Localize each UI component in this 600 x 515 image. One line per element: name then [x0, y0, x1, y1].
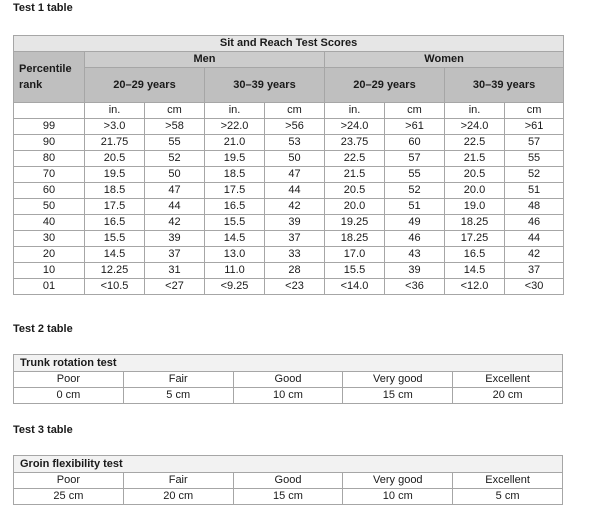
rating-value: 0 cm: [14, 388, 124, 404]
score-cell: <14.0: [325, 279, 385, 295]
score-cell: >58: [145, 119, 205, 135]
score-cell: 44: [265, 183, 325, 199]
rating-label: Good: [233, 473, 343, 489]
score-cell: 39: [385, 263, 445, 279]
rating-label: Fair: [123, 473, 233, 489]
score-cell: 55: [145, 135, 205, 151]
test1-heading: Test 1 table: [13, 2, 73, 14]
score-cell: 51: [385, 199, 445, 215]
percentile-cell: 99: [14, 119, 85, 135]
rating-label: Good: [233, 372, 343, 388]
score-cell: 20.0: [445, 183, 505, 199]
score-cell: 17.0: [325, 247, 385, 263]
table-caption: Groin flexibility test: [14, 456, 563, 473]
score-cell: 21.5: [445, 151, 505, 167]
unit-header: in.: [205, 103, 265, 119]
score-cell: 14.5: [85, 247, 145, 263]
rating-value: 20 cm: [453, 388, 563, 404]
rating-label: Very good: [343, 372, 453, 388]
score-cell: <9.25: [205, 279, 265, 295]
score-cell: 44: [145, 199, 205, 215]
score-cell: 60: [385, 135, 445, 151]
groin-flexibility-table: [13, 455, 563, 505]
score-cell: 50: [145, 167, 205, 183]
score-cell: 17.25: [445, 231, 505, 247]
rating-value: 5 cm: [453, 489, 563, 505]
score-cell: >3.0: [85, 119, 145, 135]
score-cell: 28: [265, 263, 325, 279]
percentile-cell: 01: [14, 279, 85, 295]
score-cell: 39: [265, 215, 325, 231]
score-cell: 52: [505, 167, 564, 183]
table-row: [14, 167, 564, 183]
score-cell: 20.5: [325, 183, 385, 199]
rating-value: 10 cm: [233, 388, 343, 404]
unit-header: in.: [85, 103, 145, 119]
score-cell: 13.0: [205, 247, 265, 263]
score-cell: >56: [265, 119, 325, 135]
score-cell: 18.5: [205, 167, 265, 183]
score-cell: 50: [265, 151, 325, 167]
score-cell: 18.25: [325, 231, 385, 247]
score-cell: 37: [145, 247, 205, 263]
score-cell: >24.0: [445, 119, 505, 135]
table-row: [14, 231, 564, 247]
score-cell: 23.75: [325, 135, 385, 151]
score-cell: 21.75: [85, 135, 145, 151]
table-title: Sit and Reach Test Scores: [14, 36, 564, 52]
score-cell: 20.5: [445, 167, 505, 183]
score-cell: 55: [505, 151, 564, 167]
score-cell: >61: [505, 119, 564, 135]
score-cell: 42: [265, 199, 325, 215]
rating-label: Poor: [14, 473, 124, 489]
score-cell: 37: [505, 263, 564, 279]
score-cell: 14.5: [445, 263, 505, 279]
percentile-cell: 70: [14, 167, 85, 183]
score-cell: 19.25: [325, 215, 385, 231]
rating-value: 10 cm: [343, 489, 453, 505]
score-cell: 39: [145, 231, 205, 247]
score-cell: >24.0: [325, 119, 385, 135]
rating-label: Fair: [123, 372, 233, 388]
score-cell: 20.0: [325, 199, 385, 215]
percentile-rank-header: Percentile rank: [14, 52, 85, 103]
percentile-cell: 10: [14, 263, 85, 279]
score-cell: <27: [145, 279, 205, 295]
sit-and-reach-table: [13, 35, 564, 295]
score-cell: 22.5: [325, 151, 385, 167]
score-cell: 46: [385, 231, 445, 247]
score-cell: <12.0: [445, 279, 505, 295]
score-cell: 48: [505, 199, 564, 215]
table-row: [14, 183, 564, 199]
table-row: [14, 199, 564, 215]
score-cell: 33: [265, 247, 325, 263]
score-cell: 19.5: [205, 151, 265, 167]
women-header: Women: [325, 52, 564, 68]
score-cell: 52: [385, 183, 445, 199]
rating-label: Excellent: [453, 473, 563, 489]
table-row: [14, 151, 564, 167]
score-cell: 51: [505, 183, 564, 199]
score-cell: 52: [145, 151, 205, 167]
score-cell: 12.25: [85, 263, 145, 279]
score-cell: 57: [385, 151, 445, 167]
rating-label: Poor: [14, 372, 124, 388]
score-cell: 47: [145, 183, 205, 199]
score-cell: 21.0: [205, 135, 265, 151]
age-group-header: 30–39 years: [205, 68, 325, 103]
table-caption: Trunk rotation test: [14, 355, 563, 372]
table-row: [14, 135, 564, 151]
table-row: [14, 119, 564, 135]
table-row: [14, 247, 564, 263]
score-cell: 18.25: [445, 215, 505, 231]
score-cell: 16.5: [445, 247, 505, 263]
unit-header: in.: [325, 103, 385, 119]
score-cell: 16.5: [205, 199, 265, 215]
percentile-cell: 40: [14, 215, 85, 231]
score-cell: 17.5: [85, 199, 145, 215]
trunk-rotation-table: [13, 354, 563, 404]
score-cell: <30: [505, 279, 564, 295]
score-cell: 37: [265, 231, 325, 247]
score-cell: >61: [385, 119, 445, 135]
rating-label: Very good: [343, 473, 453, 489]
score-cell: 16.5: [85, 215, 145, 231]
score-cell: 15.5: [325, 263, 385, 279]
percentile-cell: 20: [14, 247, 85, 263]
score-cell: <23: [265, 279, 325, 295]
score-cell: 17.5: [205, 183, 265, 199]
rating-label: Excellent: [453, 372, 563, 388]
men-header: Men: [85, 52, 325, 68]
score-cell: 44: [505, 231, 564, 247]
percentile-cell: 80: [14, 151, 85, 167]
rating-value: 20 cm: [123, 489, 233, 505]
score-cell: 47: [265, 167, 325, 183]
score-cell: 42: [505, 247, 564, 263]
score-cell: 19.5: [85, 167, 145, 183]
rating-value: 15 cm: [233, 489, 343, 505]
unit-header: in.: [445, 103, 505, 119]
table-row: [14, 279, 564, 295]
score-cell: 19.0: [445, 199, 505, 215]
score-cell: 42: [145, 215, 205, 231]
score-cell: 31: [145, 263, 205, 279]
percentile-cell: 30: [14, 231, 85, 247]
score-cell: 46: [505, 215, 564, 231]
unit-header: cm: [265, 103, 325, 119]
table-row: [14, 215, 564, 231]
rating-value: 15 cm: [343, 388, 453, 404]
table-row: [14, 263, 564, 279]
percentile-cell: 90: [14, 135, 85, 151]
age-group-header: 30–39 years: [445, 68, 564, 103]
score-cell: 57: [505, 135, 564, 151]
test2-heading: Test 2 table: [13, 323, 73, 335]
percentile-cell: 50: [14, 199, 85, 215]
percentile-cell: 60: [14, 183, 85, 199]
score-cell: 53: [265, 135, 325, 151]
score-cell: 22.5: [445, 135, 505, 151]
score-cell: 18.5: [85, 183, 145, 199]
score-cell: 15.5: [85, 231, 145, 247]
age-group-header: 20–29 years: [325, 68, 445, 103]
score-cell: 14.5: [205, 231, 265, 247]
score-cell: 49: [385, 215, 445, 231]
score-cell: <36: [385, 279, 445, 295]
score-cell: 43: [385, 247, 445, 263]
unit-blank-cell: [14, 103, 85, 119]
score-cell: >22.0: [205, 119, 265, 135]
score-cell: 20.5: [85, 151, 145, 167]
age-group-header: 20–29 years: [85, 68, 205, 103]
unit-header: cm: [505, 103, 564, 119]
test3-heading: Test 3 table: [13, 424, 73, 436]
rating-value: 5 cm: [123, 388, 233, 404]
score-cell: 21.5: [325, 167, 385, 183]
unit-header: cm: [385, 103, 445, 119]
score-cell: 55: [385, 167, 445, 183]
score-cell: 15.5: [205, 215, 265, 231]
score-cell: 11.0: [205, 263, 265, 279]
score-cell: <10.5: [85, 279, 145, 295]
rating-value: 25 cm: [14, 489, 124, 505]
unit-header: cm: [145, 103, 205, 119]
